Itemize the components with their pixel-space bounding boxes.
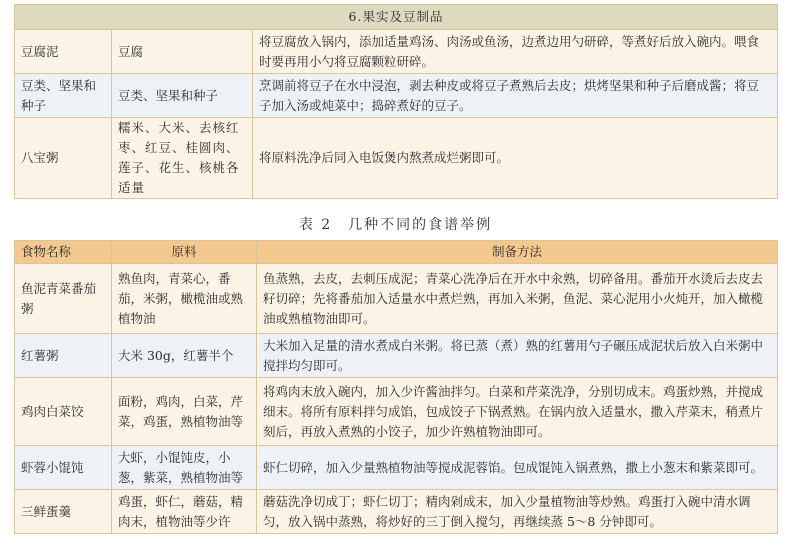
header-ingredients: 原料 — [112, 241, 257, 264]
recipe-name: 鱼泥青菜番茄粥 — [15, 264, 112, 334]
recipe-name: 三鲜蛋羹 — [15, 490, 112, 534]
section-title: 6.果实及豆制品 — [15, 5, 778, 30]
recipe-ingredients: 熟鱼肉，青菜心，番茄，米粥，橄榄油或熟植物油 — [112, 264, 257, 334]
food-name: 八宝粥 — [15, 118, 112, 199]
recipe-method: 蘑菇洗净切成丁；虾仁切丁；精肉剁成末，加入少量植物油等炒熟。鸡蛋打入碗中清水调匀，放入锅中蒸熟，将炒好的三丁倒入搅匀，再继续蒸 5～8 分钟即可。 — [257, 490, 778, 534]
recipe-method: 将鸡肉末放入碗内，加入少许酱油拌匀。白菜和芹菜洗净，分别切成末。鸡蛋炒熟，并搅成细末。将所有原料拌匀成馅，包成饺子下锅煮熟。在锅内放入适量水，撒入芹菜末，稍煮片刻后，再放入煮熟的小饺子，加少许熟植物油即可。 — [257, 378, 778, 446]
recipe-ingredients: 面粉，鸡肉，白菜，芹菜，鸡蛋，熟植物油等 — [112, 378, 257, 446]
recipe-method: 虾仁切碎，加入少量熟植物油等搅成泥蓉馅。包成馄饨入锅煮熟，撒上小葱末和紫菜即可。 — [257, 446, 778, 490]
recipe-name: 红薯粥 — [15, 334, 112, 378]
recipe-method: 鱼蒸熟，去皮，去刺压成泥；青菜心洗净后在开水中汆熟，切碎备用。番茄开水烫后去皮去籽切碎；先将番茄加入适量水中煮烂熟，再加入米粥，鱼泥、菜心泥用小火炖开，加入橄榄油或熟植物油即可。 — [257, 264, 778, 334]
food-name: 豆腐泥 — [15, 30, 112, 74]
caption-label: 表 2 — [298, 217, 333, 233]
header-method: 制备方法 — [257, 241, 778, 264]
food-ingredients: 豆类、坚果和种子 — [112, 74, 253, 118]
table-caption — [14, 214, 777, 234]
food-method: 烹调前将豆子在水中浸泡，剥去种皮或将豆子煮熟后去皮；烘烤坚果和种子后磨成酱；将豆子加入汤或炖菜中；捣碎煮好的豆子。 — [253, 74, 778, 118]
recipe-ingredients: 大米 30g，红薯半个 — [112, 334, 257, 378]
caption-text: 几种不同的食谱举例 — [348, 217, 493, 233]
food-method: 将原料洗净后同入电饭煲内熬煮成烂粥即可。 — [253, 118, 778, 199]
food-ingredients: 豆腐 — [112, 30, 253, 74]
recipe-method: 大米加入足量的清水煮成白米粥。将已蒸（煮）熟的红薯用勺子碾压成泥状后放入白米粥中搅拌均匀即可。 — [257, 334, 778, 378]
recipe-name: 鸡肉白菜饺 — [15, 378, 112, 446]
food-method: 将豆腐放入锅内，添加适量鸡汤、肉汤或鱼汤，边煮边用勺研碎，等煮好后放入碗内。喂食时要再用小勺将豆腐颗粒研碎。 — [253, 30, 778, 74]
fruit-bean-products-table — [14, 4, 778, 199]
recipe-name: 虾蓉小馄饨 — [15, 446, 112, 490]
header-food-name: 食物名称 — [15, 241, 112, 264]
recipe-ingredients: 鸡蛋，虾仁，蘑菇，精肉末，植物油等少许 — [112, 490, 257, 534]
recipe-examples-table — [14, 240, 778, 534]
food-name: 豆类、坚果和种子 — [15, 74, 112, 118]
recipe-ingredients: 大虾，小馄饨皮，小葱，紫菜，熟植物油等 — [112, 446, 257, 490]
food-ingredients: 糯米、大米、去核红枣、红豆、桂圆肉、莲子、花生、核桃各适量 — [112, 118, 253, 199]
